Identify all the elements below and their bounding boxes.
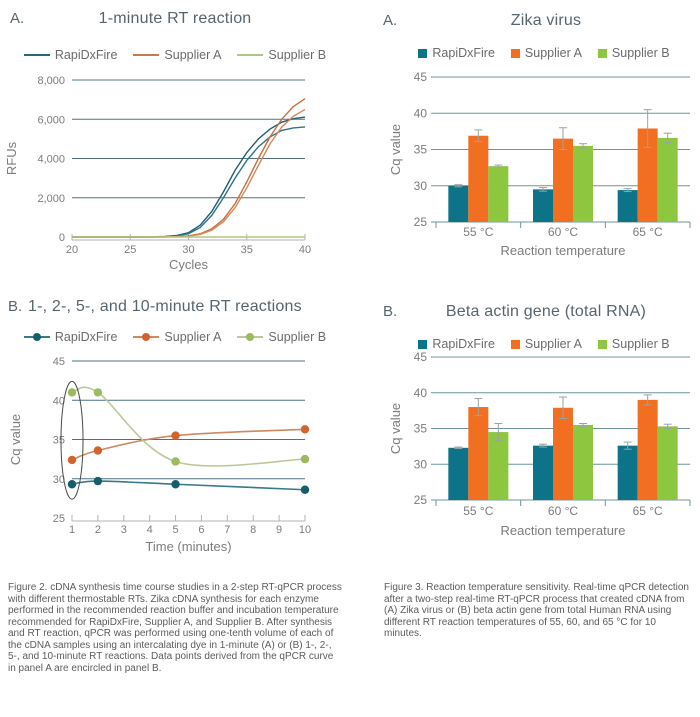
- svg-text:60 °C: 60 °C: [547, 504, 579, 518]
- legend-label: Supplier A: [524, 46, 582, 60]
- svg-text:8: 8: [250, 524, 257, 536]
- svg-text:40: 40: [298, 244, 312, 256]
- legend-item-rapidxfire: [24, 48, 118, 62]
- legend-item-rapidxfire: [418, 46, 495, 60]
- figure3-caption: Figure 3. Reaction temperature sensitivity. Real-time qPCR detection after a two-step real-time RT-qPCR process that created cDNA from (A) Zika virus or (B) beta actin gene from total Human RNA using different RT reaction temperatures of 55, 60, and 65 °C for 10 minutes.: [384, 582, 689, 639]
- legend-swatch-icon: [511, 49, 520, 58]
- svg-text:Cq value: Cq value: [388, 402, 403, 455]
- svg-text:25: 25: [52, 513, 65, 525]
- legend-swatch-icon: [24, 336, 50, 338]
- legend-item-supplier-a: [133, 330, 221, 344]
- svg-text:Reaction temperature: Reaction temperature: [500, 523, 626, 538]
- svg-text:25: 25: [413, 493, 427, 507]
- legend-item-supplier-b: [598, 46, 670, 60]
- svg-text:9: 9: [276, 524, 283, 536]
- svg-text:30: 30: [413, 178, 427, 193]
- svg-text:Cycles: Cycles: [168, 257, 209, 272]
- svg-text:25: 25: [124, 244, 137, 256]
- legend-swatch-icon: [133, 54, 159, 56]
- svg-text:35: 35: [413, 421, 427, 436]
- legend-item-supplier-a: [133, 48, 221, 62]
- legend-swatch-icon: [598, 49, 607, 58]
- legend-label: Supplier A: [164, 330, 222, 344]
- figure2-caption: Figure 2. cDNA synthesis time course studies in a 2-step RT-qPCR process with different thermostable RTs. Zika cDNA synthesis for each enzyme performed in the recommended reaction buffer and incubation temperature recommended for RapiDxFire, Supplier A, and Supplier B. After synthesis and RT reaction, qPCR was performed using one-tenth volume of each of the cDNA samples using an intercalating dye in 1-minute (A) or (B) 1-, 2-, 5-, and 10-minute RT reactions. Data points derived from the qPCR curve in panel A are encircled in panel B.: [8, 582, 342, 674]
- panel-label-a2: A.: [383, 12, 398, 29]
- zika-bar-plot: [352, 66, 700, 290]
- svg-text:6: 6: [198, 524, 205, 536]
- svg-text:30: 30: [52, 473, 65, 486]
- legend-item-supplier-b: [237, 330, 326, 344]
- svg-text:3: 3: [120, 524, 127, 536]
- legend-label: RapiDxFire: [432, 46, 495, 60]
- chart-title-1min-rt: 1-minute RT reaction: [98, 10, 252, 27]
- legend-label: RapiDxFire: [54, 330, 118, 344]
- amplification-plot: [0, 66, 350, 290]
- chart-block-zika: [352, 0, 700, 290]
- legend-item-supplier-b: [237, 48, 326, 62]
- svg-text:2: 2: [94, 524, 101, 536]
- chart-block-beta-actin: [352, 290, 700, 584]
- svg-text:40: 40: [413, 385, 427, 400]
- svg-text:Cq value: Cq value: [388, 123, 403, 176]
- svg-text:0: 0: [58, 232, 65, 244]
- legend-label: Supplier B: [268, 330, 327, 344]
- svg-text:2,000: 2,000: [37, 192, 65, 205]
- chart-block-1min-rt: [0, 0, 350, 290]
- legend-swatch-icon: [24, 54, 50, 56]
- legend-item-supplier-a: [511, 46, 582, 60]
- time-course-plot: [0, 344, 350, 584]
- chart-title-time-course: 1-, 2-, 5-, and 10-minute RT reactions: [28, 298, 302, 315]
- legend-amplification: [0, 46, 350, 64]
- legend-label: RapiDxFire: [54, 48, 118, 62]
- svg-text:25: 25: [413, 215, 427, 229]
- legend-zika: [352, 44, 700, 62]
- svg-text:1: 1: [68, 524, 76, 536]
- chart-header: [0, 298, 350, 316]
- chart-block-time-course: [0, 290, 350, 584]
- svg-text:Cq value: Cq value: [8, 413, 23, 466]
- svg-text:55 °C: 55 °C: [463, 225, 494, 239]
- svg-text:Time (minutes): Time (minutes): [145, 539, 232, 554]
- legend-swatch-icon: [418, 49, 427, 58]
- svg-text:5: 5: [172, 524, 179, 536]
- beta-actin-bar-plot: [352, 344, 700, 584]
- legend-label: Supplier B: [268, 48, 327, 62]
- legend-label: RapiDxFire: [432, 337, 495, 351]
- svg-text:4,000: 4,000: [37, 153, 65, 166]
- svg-text:65 °C: 65 °C: [632, 225, 663, 239]
- svg-text:45: 45: [413, 70, 427, 84]
- svg-text:8,000: 8,000: [37, 75, 65, 87]
- legend-swatch-icon: [237, 54, 263, 56]
- panel-label-a1: A.: [10, 10, 25, 27]
- legend-label: Supplier B: [611, 337, 670, 351]
- svg-text:4: 4: [146, 524, 153, 536]
- svg-text:55 °C: 55 °C: [463, 504, 494, 518]
- svg-text:40: 40: [413, 106, 427, 121]
- chart-title-beta-actin: Beta actin gene (total RNA): [445, 303, 647, 320]
- svg-text:60 °C: 60 °C: [547, 225, 579, 239]
- legend-label: Supplier B: [611, 46, 670, 60]
- panel-label-b2: B.: [383, 303, 398, 320]
- legend-label: Supplier A: [524, 337, 582, 351]
- svg-text:65 °C: 65 °C: [632, 504, 663, 518]
- svg-text:35: 35: [413, 142, 427, 157]
- legend-swatch-icon: [133, 336, 159, 338]
- panel-label-b1: B.: [8, 298, 23, 315]
- svg-text:RFUs: RFUs: [4, 141, 19, 176]
- chart-title-zika: Zika virus: [510, 12, 582, 29]
- legend-label: Supplier A: [164, 48, 222, 62]
- svg-text:10: 10: [298, 524, 312, 536]
- chart-header: [0, 10, 350, 28]
- chart-header: [352, 12, 700, 30]
- legend-swatch-icon: [237, 336, 263, 338]
- svg-text:40: 40: [52, 395, 65, 408]
- legend-item-rapidxfire: [24, 330, 118, 344]
- svg-text:20: 20: [65, 244, 79, 256]
- svg-text:45: 45: [413, 350, 427, 364]
- svg-text:30: 30: [182, 244, 195, 256]
- svg-text:35: 35: [240, 244, 253, 256]
- svg-text:7: 7: [224, 524, 231, 536]
- svg-text:6,000: 6,000: [37, 114, 65, 127]
- chart-header: [352, 303, 700, 321]
- svg-text:45: 45: [52, 356, 65, 368]
- svg-text:30: 30: [413, 457, 427, 472]
- svg-text:Reaction temperature: Reaction temperature: [500, 243, 626, 258]
- svg-text:35: 35: [52, 434, 65, 447]
